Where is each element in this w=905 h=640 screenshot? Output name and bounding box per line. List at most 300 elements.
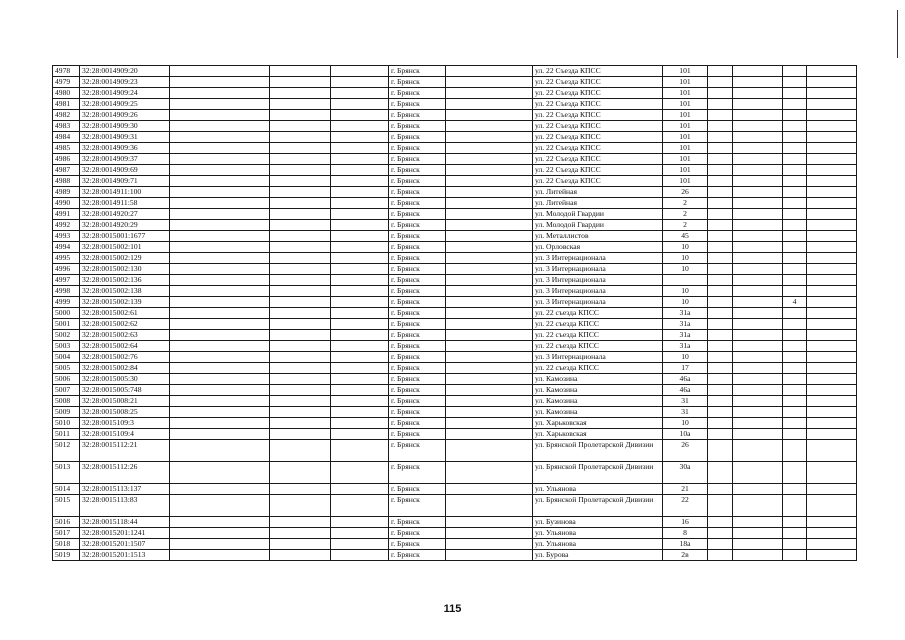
cell-city: г. Брянск [389,308,446,319]
cell-street: ул. 3 Интернационала [533,264,663,275]
cell-empty [733,66,783,77]
cell-n: 5000 [53,308,80,319]
cell-empty [270,253,331,264]
cell-empty [733,220,783,231]
cell-empty [733,440,783,462]
cell-empty [331,176,389,187]
cell-empty [733,209,783,220]
cell-empty [733,462,783,484]
cell-empty [733,88,783,99]
cell-n: 4989 [53,187,80,198]
cell-empty [708,220,733,231]
cell-empty [170,385,270,396]
cell-empty [331,231,389,242]
table-row [53,187,857,198]
cell-nr: 101 [663,99,708,110]
cell-empty [807,165,857,176]
cell-n: 4988 [53,176,80,187]
cell-empty [807,517,857,528]
table-row [53,220,857,231]
cell-street: ул. 22 Съезда КПСС [533,165,663,176]
cell-city: г. Брянск [389,132,446,143]
cell-empty [733,275,783,286]
cell-city: г. Брянск [389,66,446,77]
cell-empty [331,429,389,440]
cell-empty [270,242,331,253]
cell-street: ул. 22 Съезда КПСС [533,143,663,154]
cell-empty [270,231,331,242]
cell-empty [331,187,389,198]
cell-empty [331,363,389,374]
cell-n: 4986 [53,154,80,165]
cell-empty [708,352,733,363]
cell-n: 5004 [53,352,80,363]
cell-empty [170,220,270,231]
cell-street: ул. Харьковская [533,429,663,440]
cell-street: ул. 3 Интернационала [533,253,663,264]
table-row [53,308,857,319]
cell-empty [733,484,783,495]
cell-empty [331,308,389,319]
cell-empty [331,330,389,341]
cell-street: ул. Харьковская [533,418,663,429]
cell-ext [783,396,807,407]
cell-cad: 32:28:0014909:31 [80,132,170,143]
cell-street: ул. Камозина [533,396,663,407]
cell-empty [270,297,331,308]
cell-cad: 32:28:0015002:61 [80,308,170,319]
cell-empty [446,308,533,319]
cell-empty [331,253,389,264]
cell-city: г. Брянск [389,198,446,209]
cell-empty [807,462,857,484]
cell-cad: 32:28:0015201:1241 [80,528,170,539]
cell-cad: 32:28:0015002:63 [80,330,170,341]
cell-nr: 101 [663,132,708,143]
table-row [53,242,857,253]
cell-empty [446,275,533,286]
cell-empty [708,275,733,286]
cell-n: 4995 [53,253,80,264]
cell-empty [170,121,270,132]
cell-empty [708,297,733,308]
cell-empty [270,88,331,99]
cell-nr [663,275,708,286]
cell-ext [783,198,807,209]
cell-empty [446,220,533,231]
table-row [53,341,857,352]
cell-street: ул. 22 Съезда КПСС [533,132,663,143]
cell-n: 5019 [53,550,80,561]
cell-empty [331,440,389,462]
cell-city: г. Брянск [389,88,446,99]
cell-cad: 32:28:0014909:30 [80,121,170,132]
cell-n: 4981 [53,99,80,110]
cell-city: г. Брянск [389,110,446,121]
cell-empty [807,264,857,275]
cell-empty [807,88,857,99]
cell-empty [807,495,857,517]
cell-nr: 10 [663,253,708,264]
cell-street: ул. Ульянова [533,528,663,539]
cell-empty [270,517,331,528]
cell-nr: 26 [663,187,708,198]
cell-street: ул. Брянской Пролетарской Дивизии [533,440,663,462]
cell-empty [708,187,733,198]
cell-street: ул. Металлистов [533,231,663,242]
cell-empty [708,495,733,517]
cell-empty [331,495,389,517]
cell-empty [331,209,389,220]
cell-cad: 32:28:0014909:69 [80,165,170,176]
cell-empty [331,264,389,275]
cell-empty [446,440,533,462]
cell-city: г. Брянск [389,187,446,198]
cell-empty [170,77,270,88]
cell-nr: 8 [663,528,708,539]
cell-cad: 32:28:0015002:138 [80,286,170,297]
cell-ext [783,539,807,550]
cell-street: ул. 3 Интернационала [533,352,663,363]
cell-street: ул. 22 Съезда КПСС [533,99,663,110]
cell-empty [446,88,533,99]
cell-n: 5006 [53,374,80,385]
cell-empty [170,242,270,253]
cell-empty [331,396,389,407]
cell-cad: 32:28:0014909:37 [80,154,170,165]
cell-nr: 2в [663,550,708,561]
cell-city: г. Брянск [389,352,446,363]
cell-empty [170,352,270,363]
cell-n: 4978 [53,66,80,77]
cell-nr: 21 [663,484,708,495]
cell-city: г. Брянск [389,462,446,484]
cell-empty [331,352,389,363]
cell-city: г. Брянск [389,517,446,528]
cell-street: ул. Молодой Гвардии [533,220,663,231]
cell-empty [331,154,389,165]
cell-empty [270,198,331,209]
cell-empty [708,330,733,341]
cell-street: ул. 22 съезда КПСС [533,308,663,319]
table-row [53,121,857,132]
cell-empty [807,341,857,352]
cell-empty [331,385,389,396]
cell-empty [733,253,783,264]
cell-empty [807,484,857,495]
cell-n: 5009 [53,407,80,418]
cell-n: 5008 [53,396,80,407]
cell-empty [270,110,331,121]
cell-n: 4983 [53,121,80,132]
cell-cad: 32:28:0014911:100 [80,187,170,198]
cell-empty [733,99,783,110]
cell-empty [446,198,533,209]
cell-n: 5005 [53,363,80,374]
cell-empty [270,220,331,231]
cell-empty [446,132,533,143]
cell-cad: 32:28:0014920:27 [80,209,170,220]
cell-city: г. Брянск [389,440,446,462]
cell-nr: 101 [663,88,708,99]
cell-empty [170,319,270,330]
cell-ext [783,242,807,253]
cell-empty [807,330,857,341]
cell-empty [807,143,857,154]
table-row [53,539,857,550]
cell-empty [708,110,733,121]
cell-nr: 26 [663,440,708,462]
cell-n: 5007 [53,385,80,396]
cell-empty [807,154,857,165]
cell-empty [708,319,733,330]
cell-empty [270,99,331,110]
cell-n: 4999 [53,297,80,308]
cell-empty [733,407,783,418]
cell-nr: 22 [663,495,708,517]
cell-ext [783,66,807,77]
cell-empty [170,330,270,341]
cell-empty [170,440,270,462]
cell-empty [331,319,389,330]
cell-n: 4990 [53,198,80,209]
cell-ext [783,165,807,176]
cell-empty [270,77,331,88]
cell-n: 5002 [53,330,80,341]
table-row [53,143,857,154]
cell-empty [733,242,783,253]
cell-empty [270,66,331,77]
cell-empty [708,66,733,77]
cell-empty [270,528,331,539]
cell-empty [170,176,270,187]
cell-empty [446,187,533,198]
cell-empty [331,165,389,176]
register-rows [53,66,857,561]
cell-empty [331,275,389,286]
cell-empty [446,374,533,385]
table-row [53,297,857,308]
cell-ext [783,143,807,154]
cell-street: ул. Брянской Пролетарской Дивизии [533,495,663,517]
cell-empty [446,363,533,374]
cell-nr: 10 [663,418,708,429]
cell-empty [331,462,389,484]
cell-cad: 32:28:0015005:30 [80,374,170,385]
cell-empty [446,77,533,88]
cell-empty [733,341,783,352]
table-row [53,165,857,176]
cell-cad: 32:28:0014911:58 [80,198,170,209]
cell-empty [807,440,857,462]
cell-empty [170,308,270,319]
cell-empty [331,242,389,253]
cell-street: ул. 3 Интернационала [533,275,663,286]
cell-empty [331,418,389,429]
table-row [53,176,857,187]
cell-empty [807,275,857,286]
cell-cad: 32:28:0015008:21 [80,396,170,407]
cell-ext [783,308,807,319]
cell-n: 4998 [53,286,80,297]
cell-empty [331,341,389,352]
table-row [53,132,857,143]
cell-street: ул. Бурова [533,550,663,561]
cell-ext [783,253,807,264]
table-row [53,88,857,99]
cell-empty [446,517,533,528]
cell-empty [170,154,270,165]
cell-empty [807,253,857,264]
cell-nr: 31а [663,319,708,330]
cell-empty [331,539,389,550]
cell-n: 4979 [53,77,80,88]
cell-nr: 101 [663,121,708,132]
cell-ext [783,77,807,88]
cell-street: ул. Камозина [533,385,663,396]
cell-empty [446,176,533,187]
cell-ext [783,110,807,121]
cell-empty [270,462,331,484]
cell-empty [807,297,857,308]
cell-empty [733,132,783,143]
cell-empty [170,550,270,561]
cell-nr: 46а [663,374,708,385]
cell-empty [270,429,331,440]
cell-empty [807,528,857,539]
cell-n: 4993 [53,231,80,242]
cell-empty [170,88,270,99]
table-row [53,110,857,121]
cell-empty [708,363,733,374]
cell-empty [331,110,389,121]
cell-street: ул. Бузинова [533,517,663,528]
cell-cad: 32:28:0015113:137 [80,484,170,495]
cell-n: 5013 [53,462,80,484]
table-row [53,77,857,88]
cell-empty [733,418,783,429]
cell-ext [783,132,807,143]
cell-cad: 32:28:0014909:36 [80,143,170,154]
cell-empty [446,341,533,352]
cell-empty [807,176,857,187]
cell-city: г. Брянск [389,341,446,352]
cell-ext [783,264,807,275]
cell-n: 5016 [53,517,80,528]
cell-empty [331,528,389,539]
cell-empty [270,143,331,154]
cell-city: г. Брянск [389,429,446,440]
cell-n: 4980 [53,88,80,99]
cell-empty [807,132,857,143]
table-row [53,330,857,341]
cell-empty [708,407,733,418]
table-row [53,517,857,528]
cell-city: г. Брянск [389,484,446,495]
cell-empty [807,374,857,385]
cell-empty [733,77,783,88]
cell-city: г. Брянск [389,264,446,275]
cell-city: г. Брянск [389,154,446,165]
cell-nr: 2 [663,198,708,209]
cell-empty [446,154,533,165]
cell-empty [708,308,733,319]
cell-city: г. Брянск [389,99,446,110]
cell-nr: 16 [663,517,708,528]
cell-empty [807,198,857,209]
cell-empty [807,121,857,132]
cell-empty [270,132,331,143]
table-row [53,286,857,297]
cell-empty [708,77,733,88]
cell-empty [170,484,270,495]
cell-empty [807,231,857,242]
cell-empty [270,308,331,319]
cell-empty [807,363,857,374]
table-row [53,495,857,517]
cell-nr: 31а [663,308,708,319]
cell-empty [446,231,533,242]
cell-city: г. Брянск [389,319,446,330]
table-row [53,209,857,220]
cell-empty [331,77,389,88]
cell-n: 4985 [53,143,80,154]
cell-nr: 31 [663,396,708,407]
cell-empty [807,418,857,429]
cell-nr: 17 [663,363,708,374]
cell-empty [446,110,533,121]
cell-ext [783,374,807,385]
cell-cad: 32:28:0015118:44 [80,517,170,528]
cell-street: ул. Камозина [533,374,663,385]
cell-empty [446,253,533,264]
cell-cad: 32:28:0015002:62 [80,319,170,330]
cell-street: ул. Ульянова [533,484,663,495]
cell-ext [783,352,807,363]
cell-empty [708,286,733,297]
cell-street: ул. 22 Съезда КПСС [533,88,663,99]
cell-nr: 18а [663,539,708,550]
table-row [53,264,857,275]
cell-cad: 32:28:0014909:71 [80,176,170,187]
cell-empty [270,286,331,297]
cell-empty [170,407,270,418]
cell-empty [270,176,331,187]
cell-empty [270,154,331,165]
cell-street: ул. 3 Интернационала [533,297,663,308]
cell-empty [331,517,389,528]
scan-edge-mark [897,10,898,58]
cell-cad: 32:28:0015112:26 [80,462,170,484]
cell-empty [331,99,389,110]
cell-empty [270,209,331,220]
cell-empty [170,418,270,429]
cell-empty [270,352,331,363]
cell-street: ул. 22 съезда КПСС [533,330,663,341]
cell-empty [170,99,270,110]
cell-empty [270,550,331,561]
cell-street: ул. Литейная [533,187,663,198]
cell-empty [446,99,533,110]
cell-ext [783,429,807,440]
cell-empty [733,495,783,517]
cell-n: 4994 [53,242,80,253]
cell-n: 4992 [53,220,80,231]
cell-n: 5010 [53,418,80,429]
cell-cad: 32:28:0015002:76 [80,352,170,363]
cell-empty [170,66,270,77]
cell-ext [783,319,807,330]
